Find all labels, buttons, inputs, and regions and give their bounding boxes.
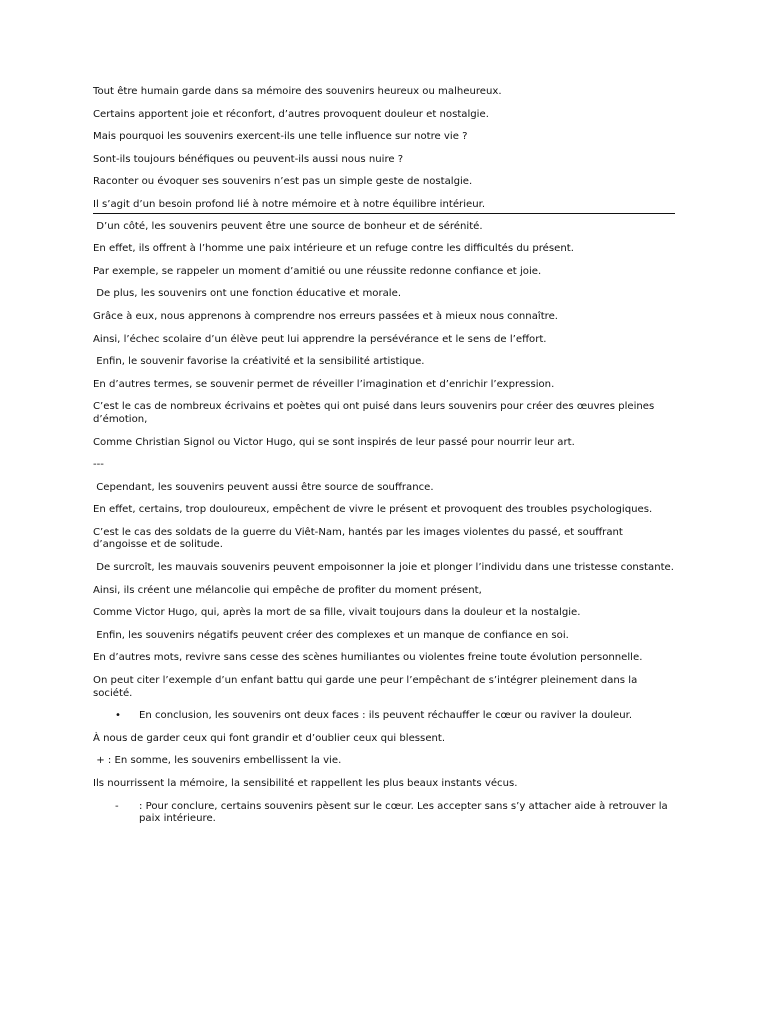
document-page [93, 86, 675, 836]
bullet-marker: • [115, 710, 121, 722]
paragraph-intro-2: Certains apportent joie et réconfort, d’autres provoquent douleur et nostalgie. [93, 108, 489, 120]
conclusion-dash-item [93, 801, 675, 826]
paragraph-counter-2-example: Comme Victor Hugo, qui, après la mort de sa fille, vivait toujours dans la douleur et la nostalgie. [93, 607, 581, 619]
paragraph-conclusion-4: Ils nourrissent la mémoire, la sensibilité et rappellent les plus beaux instants vécus. [93, 778, 518, 789]
paragraph-arg-3: Enfin, le souvenir favorise la créativité et la sensibilité artistique. [93, 356, 425, 368]
paragraph-arg-2-example: Ainsi, l’échec scolaire d’un élève peut lui apprendre la persévérance et le sens de l’effort. [93, 333, 547, 345]
paragraph-counter-1: Cependant, les souvenirs peuvent aussi être source de souffrance. [93, 481, 434, 493]
conclusion-bullet-text: En conclusion, les souvenirs ont deux faces : ils peuvent réchauffer le cœur ou raviver la douleur. [139, 710, 633, 722]
paragraph-intro-1: Tout être humain garde dans sa mémoire des souvenirs heureux ou malheureux. [93, 86, 502, 97]
paragraph-conclusion-3: + : En somme, les souvenirs embellissent la vie. [93, 755, 342, 767]
paragraph-arg-2: De plus, les souvenirs ont une fonction éducative et morale. [93, 288, 402, 300]
paragraph-arg-2-explain: Grâce à eux, nous apprenons à comprendre nos erreurs passées et à mieux nous connaître. [93, 310, 558, 322]
paragraph-conclusion-2: À nous de garder ceux qui font grandir et d’oublier ceux qui blessent. [93, 732, 446, 744]
paragraph-arg-1: D’un côté, les souvenirs peuvent être une source de bonheur et de sérénité. [93, 220, 483, 232]
dash-marker: - [115, 800, 119, 812]
paragraph-arg-1-example: Par exemple, se rappeler un moment d’amitié ou une réussite redonne confiance et joie. [93, 265, 542, 277]
section-separator: --- [93, 459, 104, 471]
paragraph-question-1: Mais pourquoi les souvenirs exercent-ils une telle influence sur notre vie ? [93, 131, 468, 143]
paragraph-arg-3-explain: En d’autres termes, se souvenir permet de réveiller l’imagination et d’enrichir l’expression. [93, 378, 555, 390]
paragraph-counter-3: Enfin, les souvenirs négatifs peuvent créer des complexes et un manque de confiance en soi. [93, 629, 569, 641]
paragraph-question-2: Sont-ils toujours bénéfiques ou peuvent-ils aussi nous nuire ? [93, 153, 404, 165]
conclusion-dash-text: : Pour conclure, certains souvenirs pèsent sur le cœur. Les accepter sans s’y attacher aide à retrouver la paix intérieure. [139, 800, 668, 825]
paragraph-intro-4: Il s’agit d’un besoin profond lié à notre mémoire et à notre équilibre intérieur. [93, 199, 675, 214]
paragraph-counter-1-example: C’est le cas des soldats de la guerre du Viêt-Nam, hantés par les images violentes du passé, et souffrant d’angoisse et de solitude. [93, 526, 627, 551]
paragraph-arg-3-example-2: Comme Christian Signol ou Victor Hugo, qui se sont inspirés de leur passé pour nourrir leur art. [93, 436, 575, 448]
paragraph-intro-3: Raconter ou évoquer ses souvenirs n’est pas un simple geste de nostalgie. [93, 176, 473, 188]
paragraph-counter-2: De surcroît, les mauvais souvenirs peuvent empoisonner la joie et plonger l’individu dans une tristesse constante. [93, 562, 674, 574]
paragraph-arg-1-explain: En effet, ils offrent à l’homme une paix intérieure et un refuge contre les difficultés du présent. [93, 243, 574, 255]
paragraph-counter-3-example: On peut citer l’exemple d’un enfant battu qui garde une peur l’empêchant de s’intégrer pleinement dans la société. [93, 675, 641, 699]
paragraph-counter-1-explain: En effet, certains, trop douloureux, empêchent de vivre le présent et provoquent des troubles psychologiques. [93, 504, 653, 516]
paragraph-counter-2-explain: Ainsi, ils créent une mélancolie qui empêche de profiter du moment présent, [93, 584, 482, 596]
conclusion-bullet-item [93, 710, 675, 723]
paragraph-counter-3-explain: En d’autres mots, revivre sans cesse des scènes humiliantes ou violentes freine toute évolution personnelle. [93, 652, 643, 664]
paragraph-arg-3-example: C’est le cas de nombreux écrivains et poètes qui ont puisé dans leurs souvenirs pour créer des œuvres pleines d’émotion, [93, 401, 658, 425]
